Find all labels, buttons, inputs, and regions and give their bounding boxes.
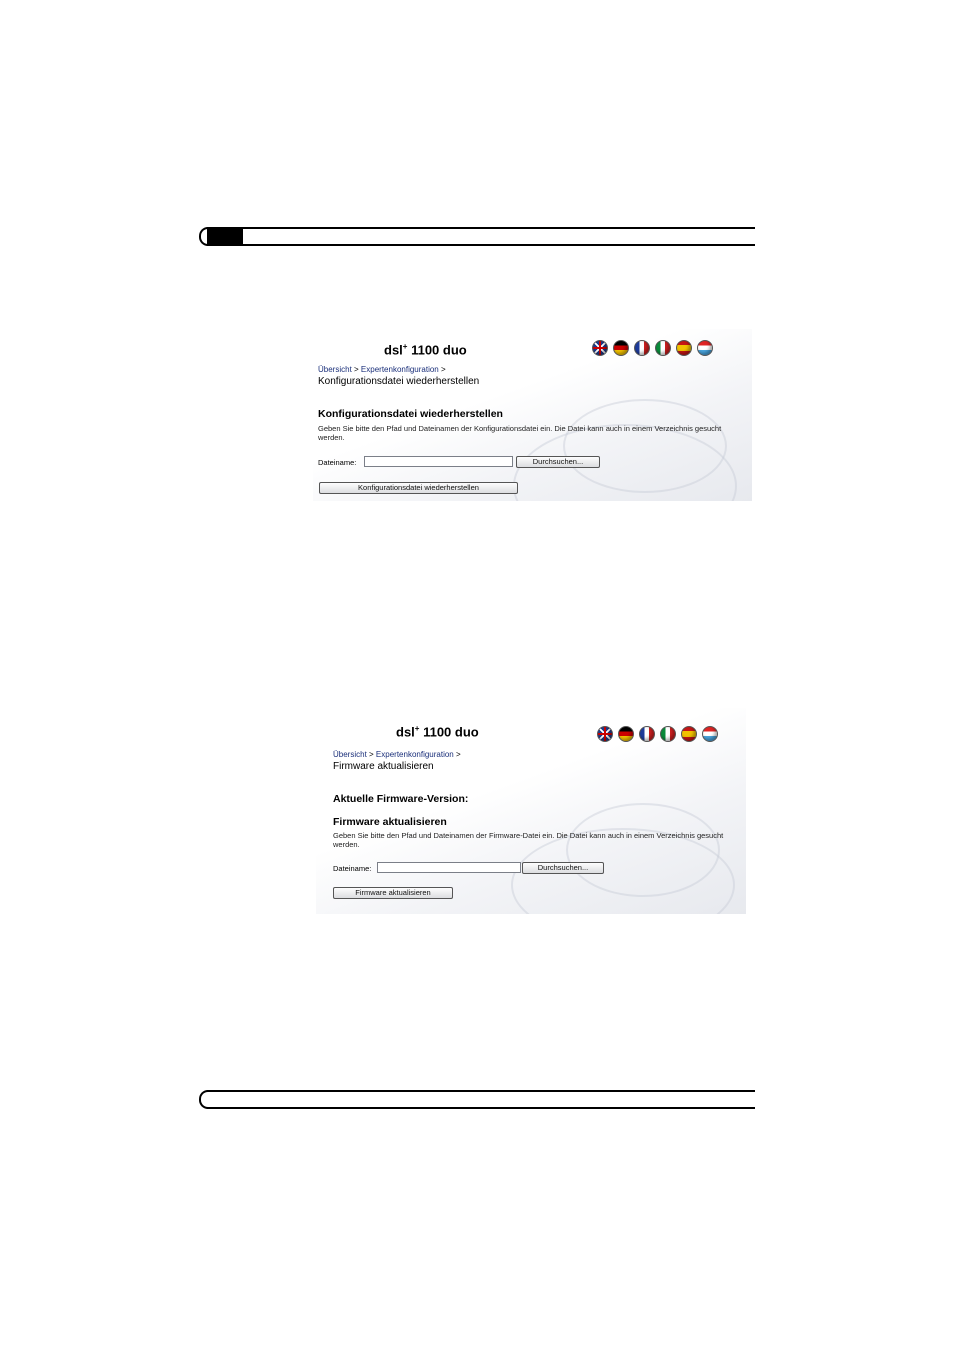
filename-label: Dateiname: — [318, 458, 357, 467]
restore-config-button[interactable]: Konfigurationsdatei wiederherstellen — [319, 482, 518, 494]
footer-rule — [199, 1090, 755, 1107]
germany-flag-icon[interactable] — [618, 726, 634, 742]
background-swirl — [563, 399, 727, 493]
luxembourg-flag-icon[interactable] — [702, 726, 718, 742]
luxembourg-flag-icon[interactable] — [697, 340, 713, 356]
update-firmware-button[interactable]: Firmware aktualisieren — [333, 887, 453, 899]
footer-rule-line — [207, 1090, 755, 1109]
background-swirl — [566, 803, 720, 897]
screenshot-firmware-update — [316, 708, 746, 914]
page-title: Firmware aktualisieren — [333, 761, 434, 772]
france-flag-icon[interactable] — [634, 340, 650, 356]
uk-flag-icon[interactable] — [592, 340, 608, 356]
spain-flag-icon[interactable] — [681, 726, 697, 742]
italy-flag-icon[interactable] — [655, 340, 671, 356]
page-number-tab — [207, 229, 243, 244]
filename-input[interactable] — [377, 862, 521, 873]
page-title: Konfigurationsdatei wiederherstellen — [318, 376, 480, 387]
germany-flag-icon[interactable] — [613, 340, 629, 356]
breadcrumb-home-link[interactable]: Übersicht — [333, 750, 367, 759]
breadcrumb-home-link[interactable]: Übersicht — [318, 365, 352, 374]
product-logo-text: dsl+ 1100 duo — [396, 724, 479, 740]
screenshot-restore-config — [313, 329, 752, 501]
firmware-version-label: Aktuelle Firmware-Version: — [333, 793, 469, 805]
filename-label: Dateiname: — [333, 864, 372, 873]
section-heading: Firmware aktualisieren — [333, 816, 447, 828]
section-description: Geben Sie bitte den Pfad und Dateinamen der Firmware-Datei ein. Die Datei kann auch in einem Verzeichnis gesucht werden. — [333, 831, 724, 849]
filename-input[interactable] — [364, 456, 513, 467]
spain-flag-icon[interactable] — [676, 340, 692, 356]
product-logo-text: dsl+ 1100 duo — [384, 342, 467, 358]
browse-button[interactable]: Durchsuchen... — [522, 862, 604, 874]
header-rule-line — [207, 227, 755, 246]
header-rule — [199, 227, 755, 244]
italy-flag-icon[interactable] — [660, 726, 676, 742]
section-heading: Konfigurationsdatei wiederherstellen — [318, 408, 503, 420]
language-flags — [592, 340, 713, 356]
language-flags — [597, 726, 718, 742]
footer-rule-cap — [199, 1090, 216, 1109]
breadcrumb: Übersicht > Expertenkonfiguration > — [318, 365, 446, 374]
breadcrumb-section-link[interactable]: Expertenkonfiguration — [375, 750, 454, 759]
section-description: Geben Sie bitte den Pfad und Dateinamen der Konfigurationsdatei ein. Die Datei kann auch in einem Verzeichnis gesucht werden. — [318, 424, 722, 442]
uk-flag-icon[interactable] — [597, 726, 613, 742]
breadcrumb: Übersicht > Expertenkonfiguration > — [333, 750, 461, 759]
breadcrumb-section-link[interactable]: Expertenkonfiguration — [360, 365, 439, 374]
france-flag-icon[interactable] — [639, 726, 655, 742]
browse-button[interactable]: Durchsuchen... — [516, 456, 600, 468]
